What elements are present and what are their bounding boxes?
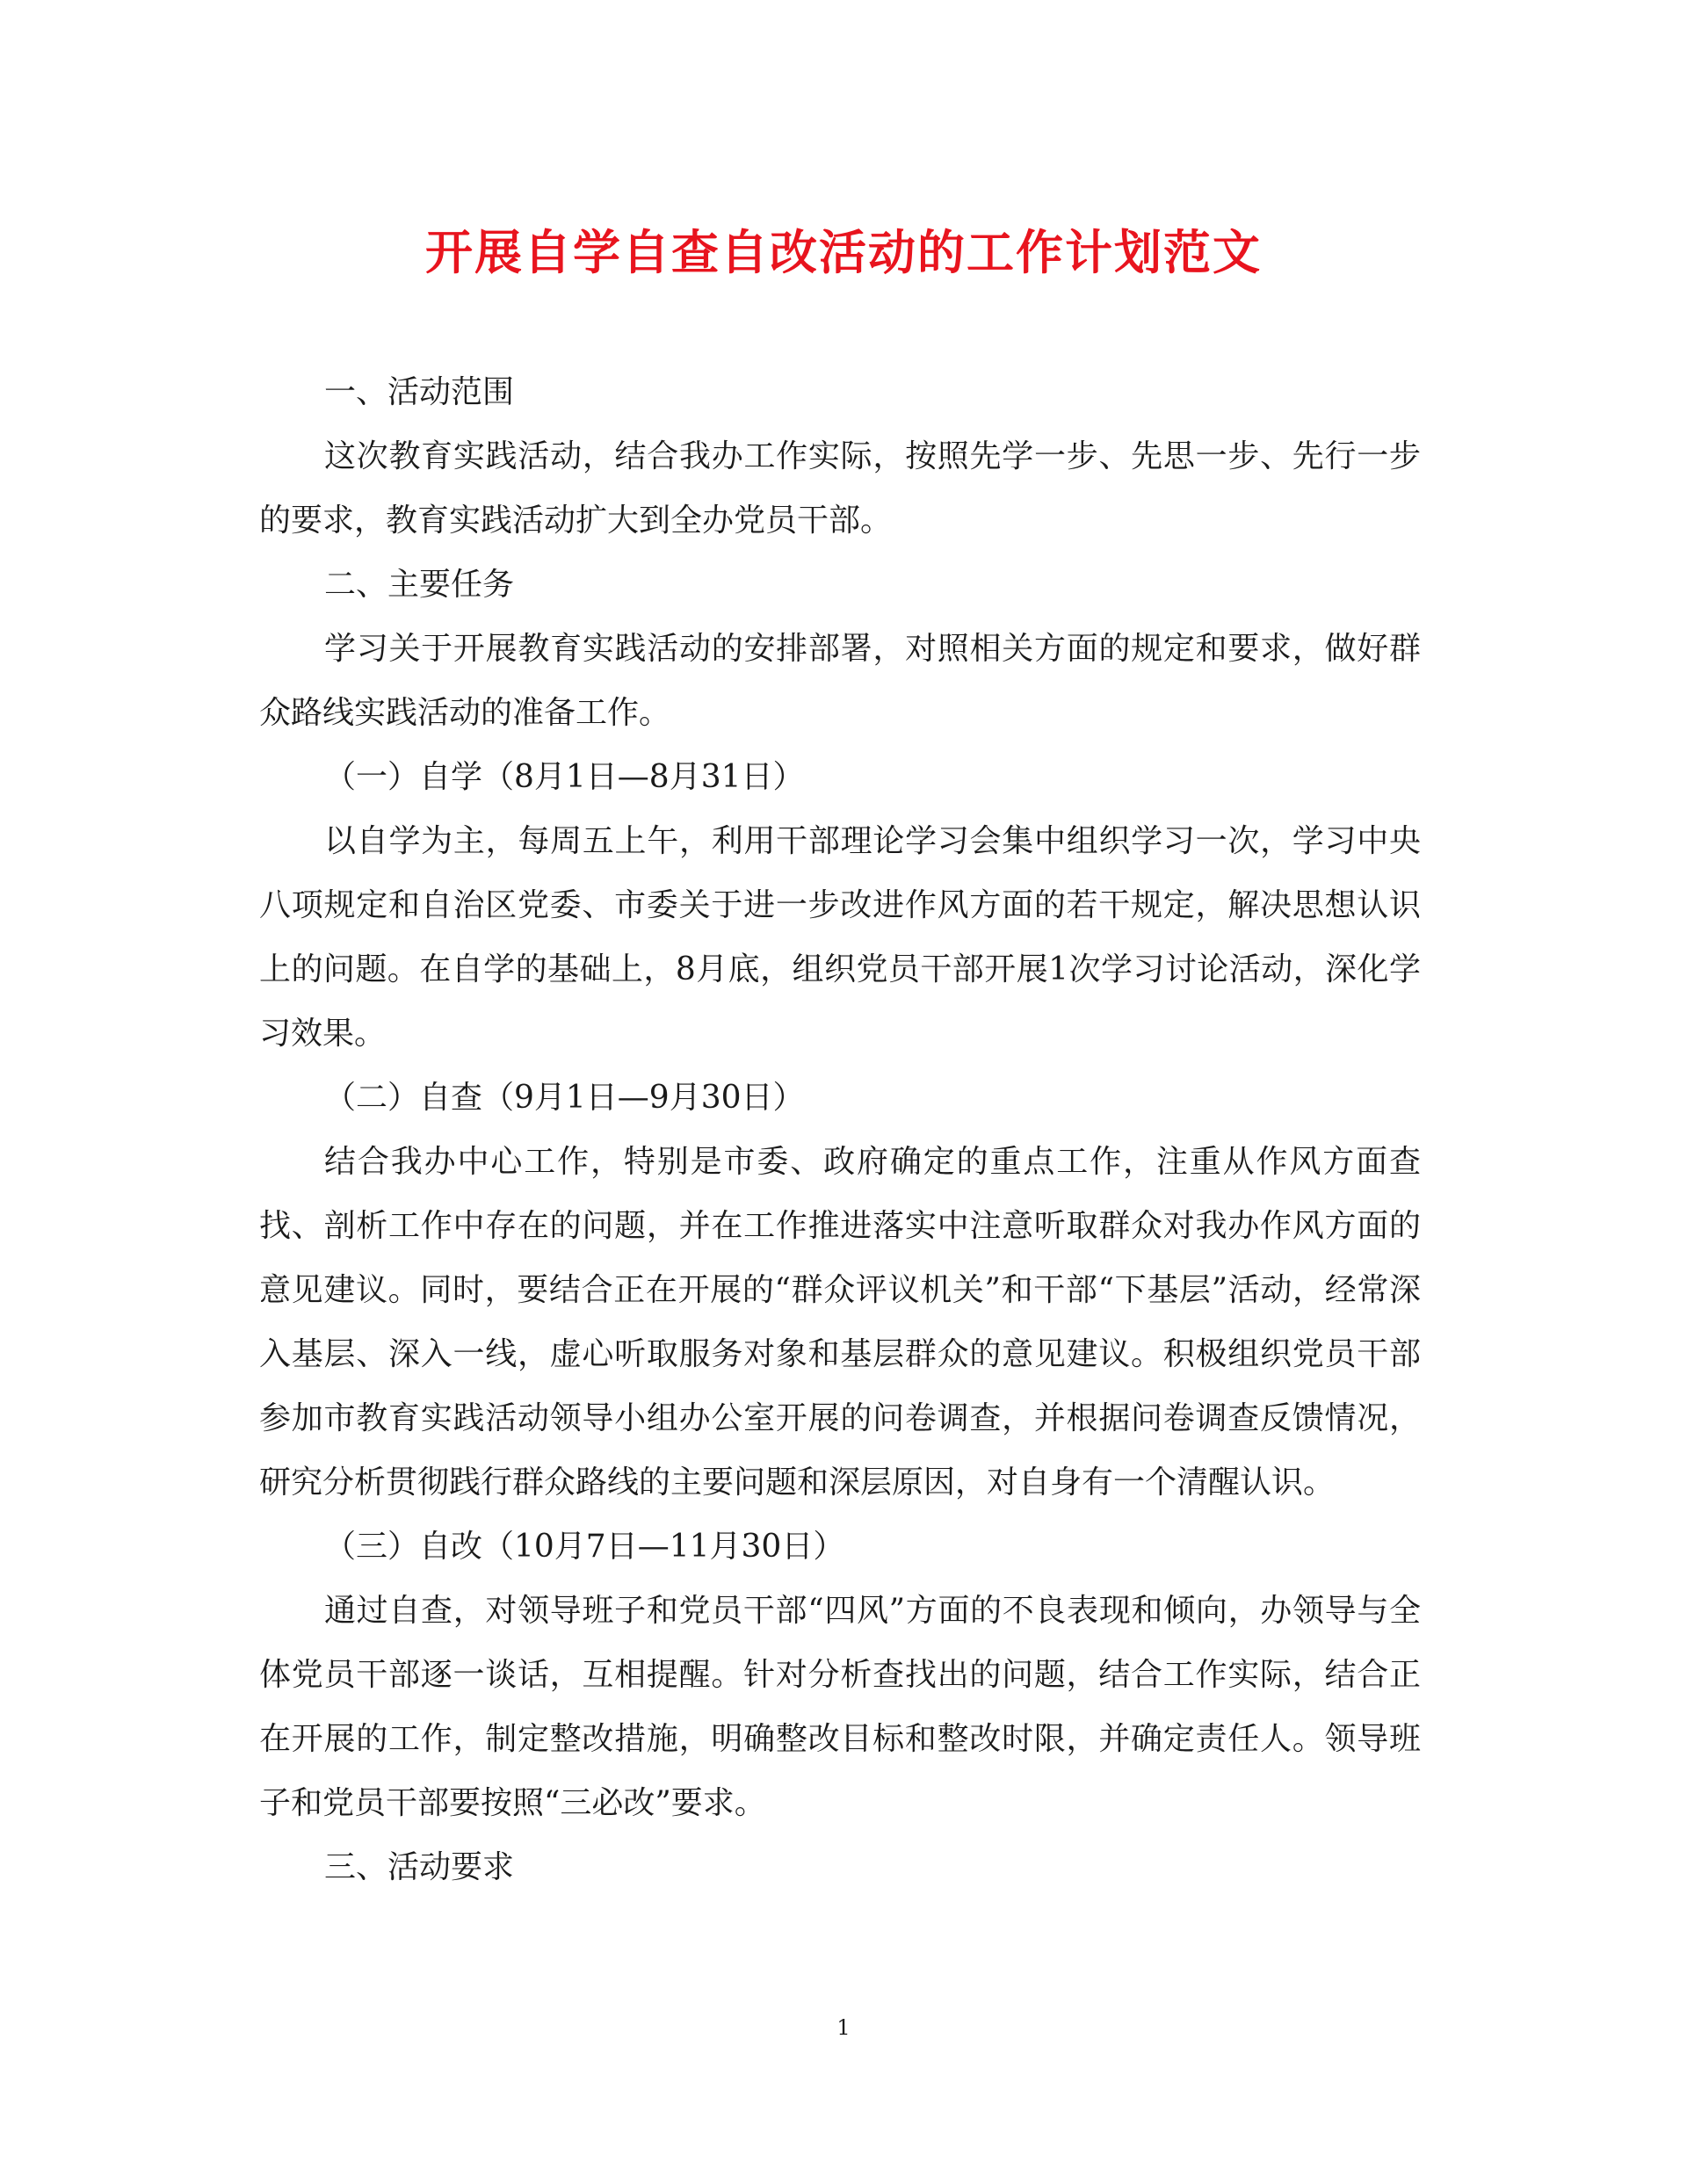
subheading-self-correct: （三）自改（10月7日—11月30日） bbox=[324, 1529, 845, 1565]
paragraph-self-correct: 通过自查，对领导班子和党员干部“四风”方面的不良表现和倾向，办领导与全体党员干部逐一谈话，互相提醒。针对分析查找出的问题，结合工作实际，结合正在开展的工作，制定整改措施，明确整改目标和整改时限，并确定责任人。领导班子和党员干部要按照“三必改”要求。 bbox=[259, 1593, 1421, 1821]
document-body bbox=[259, 360, 1421, 1899]
paragraph-self-study: 以自学为主，每周五上午，利用干部理论学习会集中组织学习一次，学习中央八项规定和自治区党委、市委关于进一步改进作风方面的若干规定，解决思想认识上的问题。在自学的基础上，8月底，组织党员干部开展1次学习讨论活动，深化学习效果。 bbox=[259, 823, 1421, 1052]
section-heading-scope: 一、活动范围 bbox=[324, 374, 515, 410]
page-number: 1 bbox=[836, 2015, 851, 2040]
section-heading-tasks: 二、主要任务 bbox=[324, 567, 515, 603]
subheading-self-study: （一）自学（8月1日—8月31日） bbox=[324, 759, 805, 795]
subheading-self-check: （二）自查（9月1日—9月30日） bbox=[324, 1080, 805, 1116]
section-heading-requirements: 三、活动要求 bbox=[324, 1849, 515, 1885]
document-title: 开展自学自查自改活动的工作计划范文 bbox=[425, 224, 1262, 280]
paragraph-self-check: 结合我办中心工作，特别是市委、政府确定的重点工作，注重从作风方面查找、剖析工作中存在的问题，并在工作推进落实中注意听取群众对我办作风方面的意见建议。同时，要结合正在开展的“群众评议机关”和干部“下基层”活动，经常深入基层、深入一线，虚心听取服务对象和基层群众的意见建议。积极组织党员干部参加市教育实践活动领导小组办公室开展的问卷调查，并根据问卷调查反馈情况，研究分析贯彻践行群众路线的主要问题和深层原因，对自身有一个清醒认识。 bbox=[259, 1144, 1421, 1501]
paragraph-scope: 这次教育实践活动，结合我办工作实际，按照先学一步、先思一步、先行一步的要求，教育实践活动扩大到全办党员干部。 bbox=[259, 438, 1421, 539]
paragraph-tasks: 学习关于开展教育实践活动的安排部署，对照相关方面的规定和要求，做好群众路线实践活动的准备工作。 bbox=[259, 631, 1421, 731]
